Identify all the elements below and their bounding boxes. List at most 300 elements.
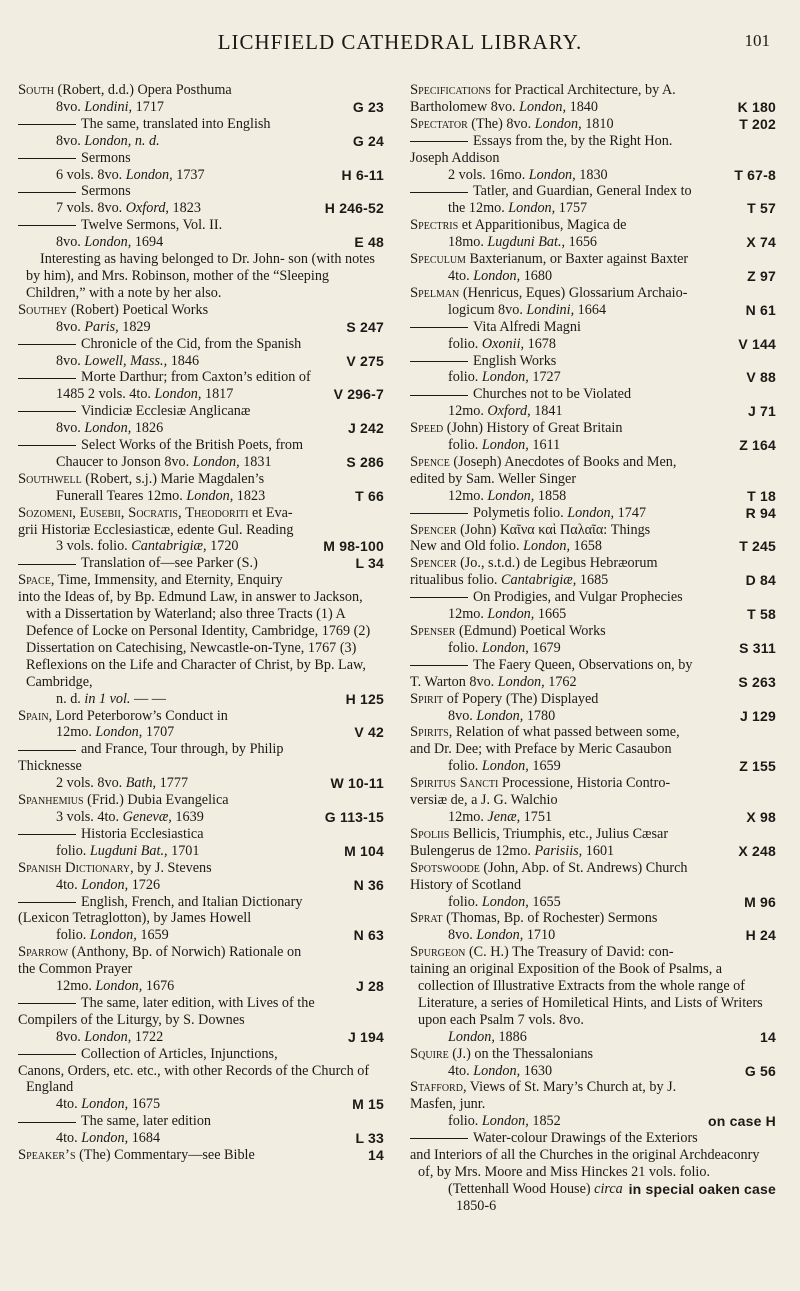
shelf-mark: M 15	[352, 1096, 384, 1113]
catalog-entry	[18, 505, 384, 556]
imprint-year: 1823	[172, 200, 201, 217]
shelf-mark: H 125	[345, 690, 384, 707]
entry-heading: Spanhemius	[18, 792, 84, 809]
format: 4to.	[448, 1062, 470, 1079]
ditto-dash	[18, 902, 76, 903]
shelf-mark: R 94	[745, 504, 776, 521]
entry-heading: Spirits	[410, 724, 449, 741]
shelf-mark: E 48	[354, 234, 384, 251]
imprint-place: Lugduni Bat.,	[89, 842, 168, 859]
entry-title: Polymetis folio.	[473, 504, 564, 521]
ditto-dash	[18, 1122, 76, 1123]
left-column	[18, 82, 384, 1164]
entry-heading: Southwell	[18, 470, 82, 487]
shelf-mark: X 248	[738, 842, 776, 859]
format: folio.	[448, 758, 479, 775]
catalog-entry	[18, 116, 384, 150]
catalog-entry	[18, 471, 384, 505]
entry-continuation: Joseph Addison	[410, 149, 500, 166]
shelf-mark: V 275	[346, 352, 384, 369]
imprint-place: London,	[81, 1096, 129, 1113]
imprint-year: 1707	[145, 724, 175, 741]
format: Funerall Teares 12mo.	[56, 487, 183, 504]
imprint-place: London,	[476, 927, 524, 944]
ditto-dash	[18, 564, 76, 565]
catalog-entry	[410, 775, 776, 826]
imprint-place: London,	[481, 1113, 529, 1130]
shelf-mark: J 28	[355, 978, 384, 995]
catalog-entry	[410, 505, 776, 522]
entry-heading: Spelman	[410, 284, 460, 301]
format: 12mo.	[448, 403, 484, 420]
imprint-place: London,	[476, 707, 524, 724]
entry-title: Water-colour Drawings of the Exteriors	[473, 1130, 698, 1147]
entry-title: (Henricus, Eques) Glossarium Archaio-	[459, 284, 688, 301]
imprint-place: London,	[84, 1028, 132, 1045]
entry-description: taining an original Exposition of the Book of Psalms, a collection of Illustrative Extracts from the whole range of Literature, a series of Homiletical Hints, and Lists of Writers upon each Psalm 7 vols. 8vo.	[410, 961, 763, 1028]
entry-title: Historia Ecclesiastica	[81, 825, 204, 842]
format: folio.	[448, 639, 479, 656]
entry-title: , by J. Stevens	[130, 859, 212, 876]
catalog-entry	[410, 217, 776, 251]
catalog-entry	[410, 724, 776, 775]
catalog-entry	[18, 708, 384, 742]
entry-heading: Specifications	[410, 82, 491, 98]
imprint-year: 1676	[145, 978, 175, 995]
catalog-entry	[18, 403, 384, 437]
shelf-mark: D 84	[745, 572, 776, 589]
entry-title: , Relation of what passed between some,	[448, 724, 680, 741]
imprint-place: Lugduni Bat.,	[487, 234, 566, 251]
ditto-dash	[410, 597, 468, 598]
imprint-place: London,	[519, 98, 567, 115]
shelf-mark: J 71	[747, 403, 776, 420]
imprint-year: 1777	[159, 775, 189, 792]
entry-continuation: Compilers of the Liturgy, by S. Downes	[18, 1011, 245, 1028]
catalog-entry	[410, 555, 776, 589]
catalog-entry	[18, 1113, 384, 1147]
format: folio.	[56, 842, 87, 859]
catalog-entry	[410, 826, 776, 860]
entry-heading: Spenser	[410, 623, 456, 639]
imprint-year: 1694	[134, 234, 164, 251]
imprint-place: London,	[125, 166, 173, 183]
imprint-year: 1659	[532, 758, 561, 775]
entry-title: Chronicle of the Cid, from the Spanish	[81, 335, 302, 352]
ditto-dash	[410, 141, 468, 142]
imprint-place: London,	[523, 538, 570, 555]
entry-description: and Dr. Dee; with Preface by Meric Casaubon	[410, 741, 672, 758]
format: folio.	[448, 335, 479, 352]
entry-title: (Thomas, Bp. of Rochester) Sermons	[442, 910, 658, 927]
entry-continuation: T. Warton 8vo.	[410, 673, 495, 690]
ditto-dash	[410, 665, 468, 666]
format: 8vo.	[56, 420, 81, 437]
format: 4to.	[448, 267, 470, 284]
entry-title: On Prodigies, and Vulgar Prophecies	[473, 589, 683, 606]
catalog-entry	[18, 82, 384, 116]
format: 12mo.	[56, 978, 92, 995]
imprint-place: Londini,	[526, 301, 575, 318]
imprint-place: London,	[481, 639, 529, 656]
shelf-mark: G 23	[352, 98, 384, 115]
catalog-entry	[410, 860, 776, 911]
format: n. d.	[56, 690, 81, 707]
entry-title: The Faery Queen, Observations on, by	[473, 656, 693, 673]
entry-title: (The) Commentary—see Bible	[75, 1147, 255, 1164]
format: 18mo.	[448, 234, 484, 251]
entry-heading: Speed	[410, 420, 444, 437]
imprint-place: London,	[508, 200, 556, 217]
imprint-place: Oxford,	[125, 200, 169, 217]
format: 3 vols. 4to.	[56, 808, 120, 825]
catalog-entry	[410, 386, 776, 420]
entry-heading: Stafford	[410, 1079, 463, 1096]
entry-heading: Southey	[18, 301, 68, 318]
imprint-year: 1823	[236, 487, 266, 504]
shelf-mark: M 104	[344, 842, 384, 859]
page-header	[0, 0, 800, 70]
shelf-mark: H 246-52	[324, 200, 384, 217]
right-column	[410, 82, 776, 1215]
shelf-mark: S 286	[346, 453, 384, 470]
imprint-year: 1722	[134, 1028, 164, 1045]
entry-title: Baxterianum, or Baxter against Baxter	[465, 251, 689, 268]
entry-title: (Jo., s.t.d.) de Legibus Hebræorum	[456, 555, 658, 572]
imprint-year: 1727	[532, 369, 561, 386]
imprint-year: 1850-6	[456, 1197, 497, 1214]
format: 4to.	[56, 876, 78, 893]
format: the 12mo.	[448, 200, 505, 217]
entry-title: Translation of—see Parker (S.)	[81, 555, 258, 572]
shelf-mark: M 96	[744, 893, 776, 910]
imprint-place: London,	[95, 978, 143, 995]
catalog-entry	[410, 1046, 776, 1080]
shelf-mark: in special oaken case	[628, 1180, 776, 1197]
entry-continuation: (Lexicon Tetraglotton), by James Howell	[18, 910, 252, 927]
imprint-year: 1675	[131, 1096, 161, 1113]
format: 8vo.	[56, 318, 81, 335]
entry-continuation: New and Old folio.	[410, 538, 520, 555]
imprint-place: London,	[473, 267, 521, 284]
catalog-entry	[410, 353, 776, 387]
entry-title: Vindiciæ Ecclesiæ Anglicanæ	[81, 403, 251, 420]
ditto-dash	[18, 445, 76, 446]
catalog-entry	[18, 217, 384, 251]
imprint-place: Londini,	[84, 98, 133, 115]
entry-title: Vita Alfredi Magni	[473, 318, 581, 335]
catalog-entry	[18, 792, 384, 826]
ditto-dash	[18, 192, 76, 193]
entry-title: Twelve Sermons, Vol. II.	[81, 217, 223, 234]
imprint-place: Bath,	[125, 775, 157, 792]
imprint-year: 1684	[131, 1130, 161, 1147]
format: 12mo.	[448, 808, 484, 825]
imprint-place: London,	[192, 453, 240, 470]
catalog-entry	[410, 691, 776, 725]
catalog-entry	[18, 894, 384, 945]
entry-continuation: edited by Sam. Weller Singer	[410, 470, 577, 487]
catalog-entry	[410, 133, 776, 184]
imprint-year: 1680	[523, 267, 553, 284]
entry-title: (Robert, d.d.) Opera Posthuma	[53, 82, 232, 98]
format: 8vo.	[448, 927, 473, 944]
imprint-place: London,	[487, 606, 535, 623]
format: folio.	[56, 927, 87, 944]
format: 8vo.	[56, 98, 81, 115]
page-number: 101	[744, 31, 770, 50]
imprint-year: 1762	[548, 673, 577, 690]
imprint-place: circa	[594, 1180, 623, 1197]
entry-continuation: versiæ de, a J. G. Walchio	[410, 792, 558, 809]
entry-heading: Spotswoode	[410, 859, 480, 876]
imprint-year: 1665	[537, 606, 567, 623]
catalog-entry	[410, 183, 776, 217]
entry-continuation: the Common Prayer	[18, 961, 133, 978]
entry-heading: Spoliis	[410, 825, 450, 842]
entry-heading: Spanish Dictionary	[18, 859, 131, 876]
catalog-entry	[18, 369, 384, 403]
imprint-place: London,	[481, 758, 529, 775]
catalog-entry	[18, 437, 384, 471]
entry-heading: Speculum	[410, 251, 466, 268]
catalog-entry	[410, 910, 776, 944]
imprint-year: 1601	[585, 842, 615, 859]
shelf-mark: Z 97	[747, 267, 776, 284]
ditto-dash	[410, 513, 468, 514]
ditto-dash	[18, 378, 76, 379]
imprint-place: London,	[481, 893, 529, 910]
ditto-dash	[18, 344, 76, 345]
format: 1485 2 vols. 4to.	[56, 386, 151, 403]
imprint-year: 1726	[131, 876, 161, 893]
imprint-year: 1717	[135, 98, 164, 115]
imprint-place: London,	[84, 234, 132, 251]
ditto-dash	[18, 158, 76, 159]
imprint-place: London,	[497, 673, 545, 690]
imprint-place: Genevæ,	[122, 808, 172, 825]
imprint-place: London,	[528, 166, 576, 183]
imprint-year: 1846	[170, 352, 200, 369]
shelf-mark: X 98	[746, 808, 776, 825]
format: folio.	[448, 1113, 479, 1130]
imprint-year: 1747	[617, 504, 647, 521]
imprint-place: Cantabrigiæ,	[501, 572, 577, 589]
entry-heading: Squire	[410, 1045, 449, 1062]
imprint-year: 1831	[243, 453, 272, 470]
catalog-entry	[18, 1046, 384, 1114]
imprint-place: London, n. d.	[84, 132, 160, 149]
entry-title: Collection of Articles, Injunctions,	[81, 1045, 278, 1062]
entry-title: English, French, and Italian Dictionary	[81, 893, 303, 910]
entry-continuation: Bartholomew 8vo.	[410, 98, 516, 115]
ditto-dash	[410, 327, 468, 328]
format: 8vo.	[56, 234, 81, 251]
entry-description: into the Ideas of, by Bp. Edmund Law, in answer to Jackson, with a Dissertation by Waterland; also three Tracts (1) A Defence of Locke on Personal Identity, Cambridge, 1769 (2) Dissertation on Catechising, Newcastle-on-Tyne, 1767 (3) Reflexions on the Life and Character of Christ, by Bp. Law, Cambridge,	[18, 589, 371, 690]
imprint-year: 1678	[527, 335, 556, 352]
catalog-entry	[18, 302, 384, 336]
imprint-year: 1655	[532, 893, 561, 910]
imprint-place: Cantabrigiæ,	[131, 538, 207, 555]
imprint-year: 1611	[532, 437, 561, 454]
ditto-dash	[18, 750, 76, 751]
imprint-year: 1630	[523, 1062, 553, 1079]
entry-title: (Robert) Poetical Works	[67, 301, 209, 318]
imprint-place: Oxford,	[487, 403, 531, 420]
entry-title: Sermons	[81, 149, 131, 166]
catalog-entry	[18, 336, 384, 370]
shelf-mark: S 263	[738, 673, 776, 690]
entry-title: Sermons	[81, 183, 131, 200]
ditto-dash	[410, 192, 468, 193]
shelf-mark: W 10-11	[330, 775, 384, 792]
ditto-dash	[18, 834, 76, 835]
ditto-dash	[410, 1138, 468, 1139]
imprint-place: London,	[448, 1028, 495, 1045]
entry-title: Tatler, and Guardian, General Index to	[473, 183, 692, 200]
entry-title: (Anthony, Bp. of Norwich) Rationale on	[68, 944, 302, 961]
catalog-entry	[18, 150, 384, 184]
shelf-mark: S 311	[739, 639, 776, 656]
entry-title: for Practical Architecture, by A.	[490, 82, 676, 98]
catalog-entry	[18, 944, 384, 995]
format: folio.	[448, 893, 479, 910]
format: 8vo.	[56, 352, 81, 369]
imprint-year: 1826	[134, 420, 164, 437]
shelf-mark: G 24	[352, 132, 384, 149]
entry-continuation: Thicknesse	[18, 758, 82, 775]
shelf-mark: V 42	[354, 724, 384, 741]
imprint-place: London,	[95, 724, 143, 741]
imprint-place: London,	[154, 386, 202, 403]
imprint-year: 1757	[558, 200, 588, 217]
shelf-mark: N 36	[353, 876, 384, 893]
shelf-mark: T 202	[739, 115, 776, 132]
imprint-place: London,	[81, 876, 129, 893]
imprint-year: 1658	[573, 538, 602, 555]
shelf-mark: T 58	[747, 606, 776, 623]
imprint-year: 1886	[498, 1028, 527, 1045]
imprint-place: Oxonii,	[481, 335, 525, 352]
imprint-place: London,	[81, 1130, 129, 1147]
entry-title: , Time, Immensity, and Eternity, Enquiry	[50, 572, 283, 589]
imprint-place: London,	[534, 115, 582, 132]
catalog-entry	[18, 572, 384, 707]
format: 12mo.	[56, 724, 92, 741]
imprint-year: 1679	[532, 639, 561, 656]
imprint-year: 1830	[579, 166, 608, 183]
format: 12mo.	[448, 487, 484, 504]
entry-heading: Speaker’s	[18, 1147, 76, 1164]
format: folio.	[448, 437, 479, 454]
entry-title: , Lord Peterborow’s Conduct in	[48, 707, 228, 724]
catalog-entry	[410, 319, 776, 353]
shelf-mark: 14	[368, 1147, 384, 1164]
imprint-place: Paris,	[84, 318, 119, 335]
entry-title: English Works	[473, 352, 557, 369]
imprint-year: 1659	[140, 927, 169, 944]
entry-heading: Spain	[18, 707, 49, 724]
entry-title: (Robert, s.j.) Marie Magdalen’s	[81, 470, 265, 487]
imprint-place: London,	[481, 369, 529, 386]
imprint-place: London,	[186, 487, 234, 504]
imprint-year: 1810	[585, 115, 614, 132]
shelf-mark: Z 155	[739, 758, 776, 775]
entry-description: and Interiors of all the Churches in the original Archdeaconry of, by Mrs. Moore and Miss Hinckes 21 vols. folio.	[410, 1147, 760, 1180]
entry-title: (Joseph) Anecdotes of Books and Men,	[449, 453, 677, 470]
shelf-mark: S 247	[346, 318, 384, 335]
shelf-mark: on case H	[708, 1113, 776, 1130]
catalog-entry	[18, 860, 384, 894]
shelf-mark: N 61	[745, 301, 776, 318]
imprint-year: 1685	[579, 572, 609, 589]
catalog-entry	[410, 944, 776, 1045]
imprint-place: London,	[567, 504, 615, 521]
catalog-entry	[18, 555, 384, 572]
imprint-year: 1751	[523, 808, 553, 825]
entry-heading: Sozomeni, Eusebii, Socratis, Theodoriti	[18, 504, 249, 521]
imprint-year: 1701	[171, 842, 200, 859]
imprint-year: 1780	[526, 707, 556, 724]
catalog-entry	[410, 1130, 776, 1215]
ditto-dash	[18, 124, 76, 125]
catalog-entry	[18, 741, 384, 792]
format: folio.	[448, 369, 479, 386]
shelf-mark: X 74	[746, 234, 776, 251]
imprint-year: 1829	[122, 318, 151, 335]
entry-heading: Spence	[410, 453, 450, 470]
catalog-entry	[410, 657, 776, 691]
format: logicum 8vo.	[448, 301, 523, 318]
entry-title: of Popery (The) Displayed	[443, 690, 599, 707]
entry-title: (John) Καῖνα καὶ Παλαῖα: Things	[456, 521, 651, 538]
entry-title: (John) History of Great Britain	[443, 420, 623, 437]
entry-continuation: Bulengerus de 12mo.	[410, 842, 531, 859]
imprint-place: Parisiis,	[534, 842, 583, 859]
entry-heading: Spectris	[410, 217, 459, 234]
format: 12mo.	[448, 606, 484, 623]
shelf-mark: K 180	[737, 98, 776, 115]
entry-title: (Edmund) Poetical Works	[455, 623, 606, 639]
ditto-dash	[18, 411, 76, 412]
entry-title: The same, translated into English	[81, 115, 271, 132]
entry-heading: Spencer	[410, 521, 457, 538]
imprint-year: — —	[134, 690, 166, 707]
catalog-entry	[18, 183, 384, 217]
shelf-mark: V 88	[746, 369, 776, 386]
imprint-place: Jenæ,	[487, 808, 521, 825]
entry-title: The same, later edition	[81, 1113, 212, 1130]
entry-heading: Spurgeon	[410, 944, 466, 961]
catalog-entry	[410, 285, 776, 319]
imprint-place: London,	[473, 1062, 521, 1079]
shelf-mark: 14	[760, 1028, 776, 1045]
entry-heading: Spencer	[410, 555, 457, 572]
shelf-mark: V 296-7	[333, 386, 384, 403]
shelf-mark: V 144	[738, 335, 776, 352]
entry-heading: Spiritus Sancti	[410, 775, 499, 792]
entry-title: and France, Tour through, by Philip	[81, 741, 284, 758]
entry-title: (C. H.) The Treasury of David: con-	[465, 944, 674, 961]
entry-description: Canons, Orders, etc. etc., with other Records of the Church of England	[18, 1062, 370, 1096]
entry-title: (J.) on the Thessalonians	[448, 1045, 594, 1062]
shelf-mark: M 98-100	[323, 538, 384, 555]
shelf-mark: N 63	[353, 927, 384, 944]
shelf-mark: T 245	[739, 538, 776, 555]
shelf-mark: J 242	[347, 420, 384, 437]
imprint-year: 1737	[176, 166, 205, 183]
catalog-entry	[18, 251, 384, 302]
